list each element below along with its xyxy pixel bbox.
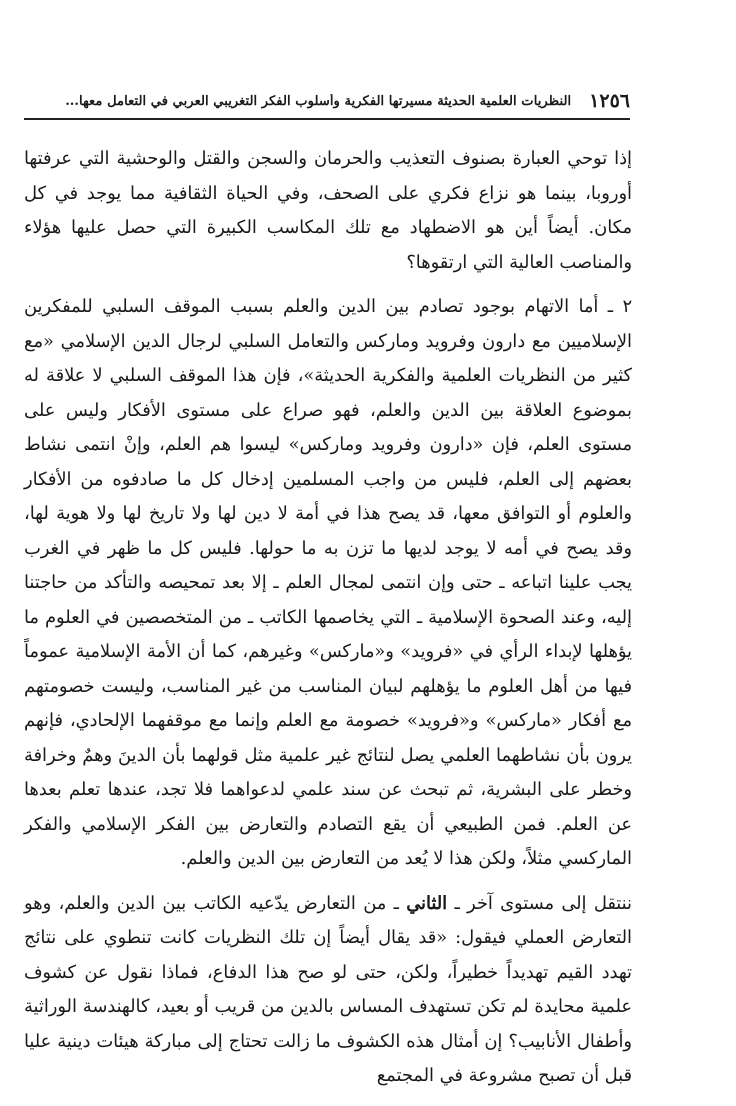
page-number: ١٢٥٦	[589, 90, 630, 112]
paragraph: إذا توحي العبارة بصنوف التعذيب والحرمان والسجن والقتل والوحشية التي عرفتها أوروبا، بينما هو نزاع فكري على الصحف، وفي الحياة الثقافية مما يوجد في كل مكان. أيضاً أين هو الاضطهاد مع تلك المكاسب الكبيرة التي حصل عليها هؤلاء والمناصب العالية التي ارتقوها؟	[24, 148, 632, 273]
body-text	[24, 142, 632, 1094]
running-header	[24, 88, 630, 120]
paragraph-text: ننتقل إلى مستوى آخر ـ	[447, 892, 632, 914]
paragraph	[24, 887, 632, 1094]
paragraph-text: ـ من التعارض يدّعيه الكاتب بين الدين والعلم، وهو التعارض العملي فيقول: «قد يقال أيضاً إن تلك النظريات كانت تنطوي على نتائج تهدد القيم تهديداً خطيراً، ولكن، حتى لو صح هذا الدفاع، فماذا نقول عن كشوف علمية محايدة لم تكن تستهدف المساس بالدين من قريب أو بعيد، كالهندسة الوراثية وأطفال الأنابيب؟ إن أمثال هذه الكشوف ما زالت تحتاج إلى مباركة هيئات دينية عليا قبل أن تصبح مشروعة في المجتمع	[24, 892, 632, 1086]
emphasized-word: الثاني	[406, 892, 448, 914]
running-title: النظريات العلمية الحديثة مسيرتها الفكرية وأسلوب الفكر التغريبي العربي في التعامل معها...	[65, 93, 572, 109]
paragraph: ٢ ـ أما الاتهام بوجود تصادم بين الدين والعلم بسبب الموقف السلبي للمفكرين الإسلاميين مع دارون وفرويد وماركس والتعامل السلبي لرجال الدين الإسلامي «مع كثير من النظريات العلمية والفكرية الحديثة»، فإن هذا الموقف السلبي لا علاقة له بموضوع العلاقة بين الدين والعلم، فهو صراع على مستوى الأفكار وليس على مستوى العلم، فإن «دارون وفرويد وماركس» ليسوا هم العلم، وإنْ انتمى نشاط بعضهم إلى العلم، فليس من واجب المسلمين إدخال كل ما صادفوه من الأفكار والعلوم أو التوافق معها، قد يصح هذا في أمة لا دين لها ولا تاريخ لها ولا هوية لها، وقد يصح في أمه لا يوجد لديها ما تزن به ما حولها. فليس كل ما ظهر في الغرب يجب علينا اتباعه ـ حتى وإن انتمى لمجال العلم ـ إلا بعد تمحيصه والتأكد من حاجتنا إليه، وعند الصحوة الإسلامية ـ التي يخاصمها الكاتب ـ من المتخصصين في العلوم ما يؤهلها لإبداء الرأي في «فرويد» و«ماركس» وغيرهم، كما أن الأمة الإسلامية عموماً فيها من أهل العلوم ما يؤهلهم لبيان المناسب من غير المناسب، وليست خصومتهم مع أفكار «ماركس» و«فرويد» خصومة مع العلم وإنما مع موقفهما الإلحادي، فإنهم يرون بأن نشاطهما العلمي يصل لنتائج غير علمية مثل قولهما بأن الدينَ وهمٌ وخرافة وخطر على البشرية، ثم تبحث عن سند علمي لدعواهما فلا تجد، عندها تعلم بعدها عن العلم. فمن الطبيعي أن يقع التصادم والتعارض بين الفكر الإسلامي والفكر الماركسي مثلاً، ولكن هذا لا يُعد من التعارض بين الدين والعلم.	[24, 296, 632, 869]
